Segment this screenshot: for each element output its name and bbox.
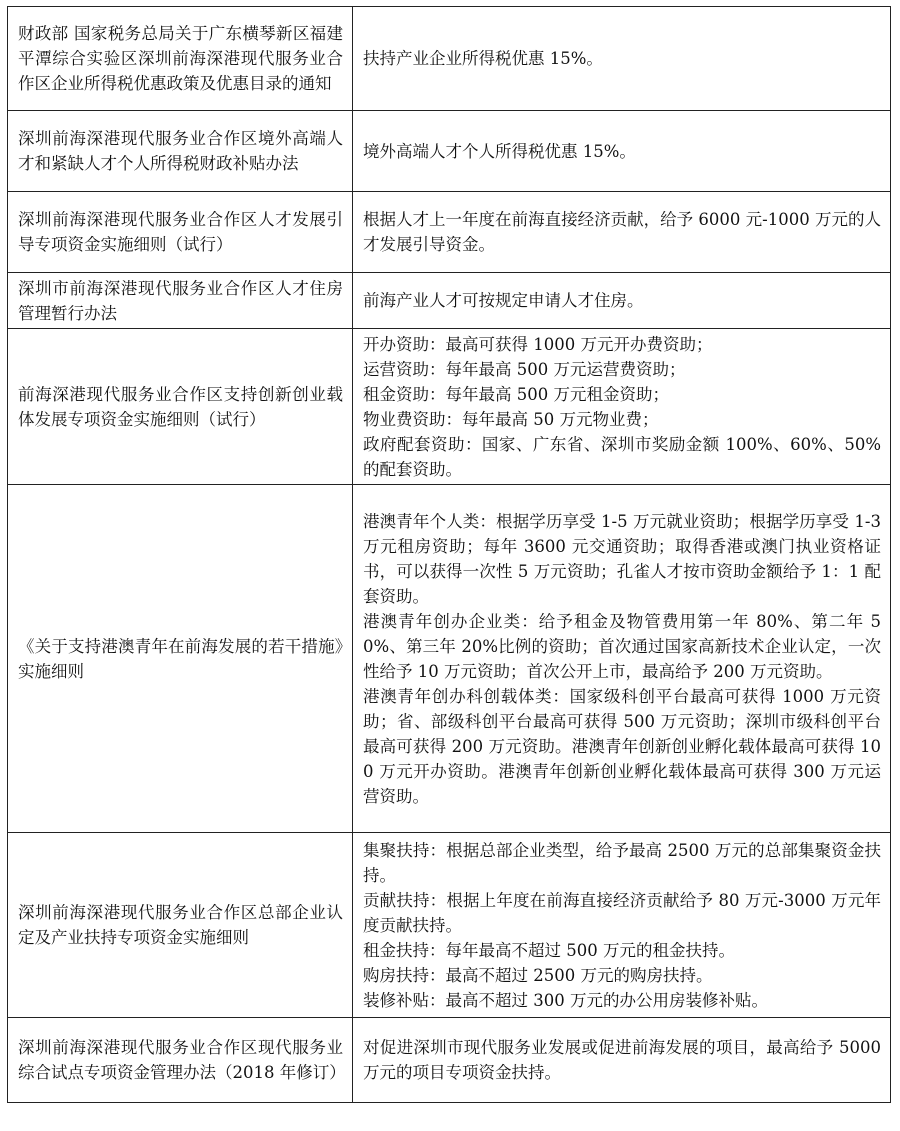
- content-line: 租金资助：每年最高 500 万元租金资助；: [363, 384, 669, 404]
- policy-table: [7, 6, 891, 1103]
- table-row: [8, 833, 891, 1018]
- table-row: [8, 485, 891, 833]
- policy-name-cell: 深圳前海深港现代服务业合作区现代服务业综合试点专项资金管理办法（2018 年修订）: [8, 1018, 353, 1103]
- content-line: 港澳青年创办企业类：给予租金及物管费用第一年 80%、第二年 50%、第三年 20%比例的资助；首次通过国家高新技术企业认定，一次性给予 10 万元资助；首次公开上市，最高给予 200 万元资助。: [363, 611, 881, 681]
- table-row: [8, 111, 891, 192]
- policy-name-cell: 深圳前海深港现代服务业合作区境外高端人才和紧缺人才个人所得税财政补贴办法: [8, 111, 353, 192]
- content-line: 集聚扶持：根据总部企业类型，给予最高 2500 万元的总部集聚资金扶持。: [363, 840, 881, 885]
- content-line: 前海产业人才可按规定申请人才住房。: [363, 291, 644, 310]
- content-line: 对促进深圳市现代服务业发展或促进前海发展的项目，最高给予 5000 万元的项目专项资金扶持。: [363, 1038, 881, 1082]
- table-row: [8, 192, 891, 273]
- policy-content-cell: [353, 833, 891, 1018]
- content-line: 物业费资助：每年最高 50 万元物业费；: [363, 409, 659, 429]
- content-line: 政府配套资助：国家、广东省、深圳市奖励金额 100%、60%、50%的配套资助。: [363, 434, 881, 479]
- content-line: 开办资助：最高可获得 1000 万元开办费资助；: [363, 334, 713, 354]
- content-line: 境外高端人才个人所得税优惠 15%。: [363, 141, 636, 161]
- content-line: 扶持产业企业所得税优惠 15%。: [363, 49, 603, 68]
- policy-name-cell: 深圳前海深港现代服务业合作区人才发展引导专项资金实施细则（试行）: [8, 192, 353, 273]
- policy-content-cell: [353, 329, 891, 485]
- table-row: [8, 1018, 891, 1103]
- policy-content-cell: [353, 111, 891, 192]
- table-row: [8, 329, 891, 485]
- table-row: [8, 273, 891, 329]
- content-line: 根据人才上一年度在前海直接经济贡献，给予 6000 元-1000 万元的人才发展引导资金。: [363, 210, 881, 254]
- content-line: 装修补贴：最高不超过 300 万元的办公用房装修补贴。: [363, 990, 768, 1010]
- policy-content-cell: [353, 273, 891, 329]
- policy-content-cell: [353, 192, 891, 273]
- content-line: 港澳青年个人类：根据学历享受 1-5 万元就业资助；根据学历享受 1-3 万元租房资助；每年 3600 元交通资助；取得香港或澳门执业资格证书，可以获得一次性 5 万元资助；孔雀人才按市资助金额给予 1：1 配套资助。: [363, 511, 881, 606]
- policy-content-cell: [353, 7, 891, 111]
- table-body: [8, 7, 891, 1103]
- content-line: 购房扶持：最高不超过 2500 万元的购房扶持。: [363, 965, 713, 985]
- table-row: [8, 7, 891, 111]
- policy-name-cell: 深圳市前海深港现代服务业合作区人才住房管理暂行办法: [8, 273, 353, 329]
- policy-content-cell: [353, 485, 891, 833]
- policy-name-cell: 《关于支持港澳青年在前海发展的若干措施》实施细则: [8, 485, 353, 833]
- policy-name-cell: 前海深港现代服务业合作区支持创新创业载体发展专项资金实施细则（试行）: [8, 329, 353, 485]
- content-line: 运营资助：每年最高 500 万元运营费资助；: [363, 359, 686, 379]
- policy-name-cell: 财政部 国家税务总局关于广东横琴新区福建平潭综合实验区深圳前海深港现代服务业合作区企业所得税优惠政策及优惠目录的通知: [8, 7, 353, 111]
- policy-name-cell: 深圳前海深港现代服务业合作区总部企业认定及产业扶持专项资金实施细则: [8, 833, 353, 1018]
- content-line: 港澳青年创办科创载体类：国家级科创平台最高可获得 1000 万元资助；省、部级科创平台最高可获得 500 万元资助；深圳市级科创平台最高可获得 200 万元资助。港澳青年创新创业孵化载体最高可获得 100 万元开办资助。港澳青年创新创业孵化载体最高可获得 300 万元运营资助。: [363, 686, 881, 806]
- content-line: 租金扶持：每年最高不超过 500 万元的租金扶持。: [363, 940, 735, 960]
- policy-content-cell: [353, 1018, 891, 1103]
- content-line: 贡献扶持：根据上年度在前海直接经济贡献给予 80 万元-3000 万元年度贡献扶持。: [363, 890, 881, 935]
